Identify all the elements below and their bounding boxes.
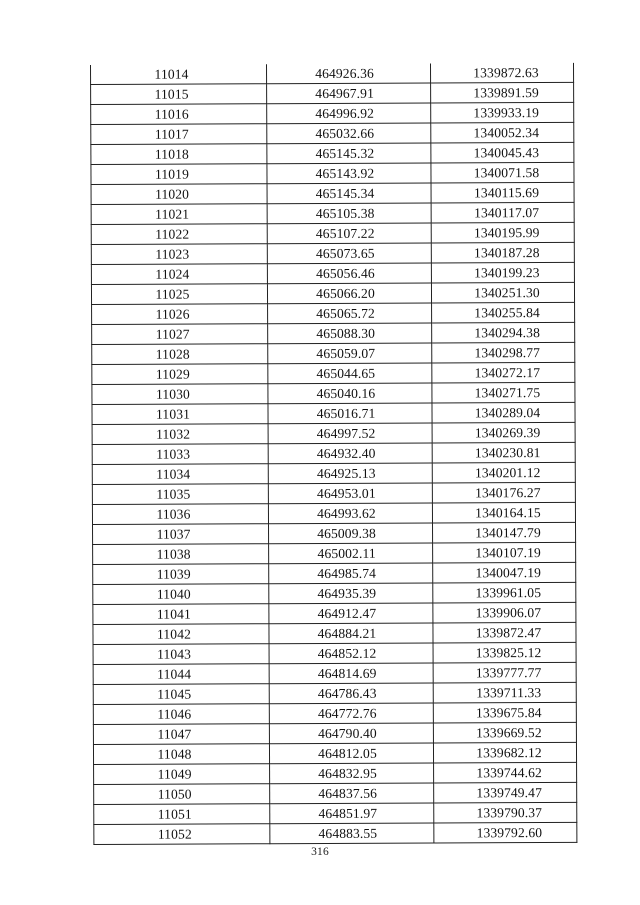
y-coordinate-cell: 1340107.19 — [433, 542, 576, 563]
point-id-cell: 11049 — [94, 764, 270, 785]
table-row — [91, 142, 574, 164]
point-id-cell: 11048 — [93, 744, 269, 765]
x-coordinate-cell: 464852.12 — [269, 643, 433, 664]
table-row — [93, 702, 576, 724]
table-row — [93, 542, 576, 564]
point-id-cell: 11027 — [92, 324, 268, 345]
table-row — [92, 422, 575, 444]
y-coordinate-cell: 1340271.75 — [432, 382, 575, 403]
y-coordinate-cell: 1340294.38 — [432, 322, 575, 343]
point-id-cell: 11036 — [92, 504, 268, 525]
x-coordinate-cell: 464884.21 — [269, 623, 433, 644]
x-coordinate-cell: 465143.92 — [267, 163, 431, 184]
coordinate-table-body — [90, 63, 576, 845]
table-row — [93, 602, 576, 624]
table-row — [91, 222, 574, 244]
y-coordinate-cell: 1339777.77 — [433, 662, 576, 683]
y-coordinate-cell: 1339872.63 — [430, 63, 573, 83]
x-coordinate-cell: 465088.30 — [268, 323, 432, 344]
x-coordinate-cell: 464837.56 — [270, 783, 434, 804]
x-coordinate-cell: 465032.66 — [267, 123, 431, 144]
x-coordinate-cell: 464772.76 — [269, 703, 433, 724]
y-coordinate-cell: 1339792.60 — [434, 822, 577, 843]
page-number: 316 — [311, 846, 329, 858]
point-id-cell: 11029 — [92, 364, 268, 385]
table-row — [93, 722, 576, 744]
x-coordinate-cell: 465016.71 — [268, 403, 432, 424]
point-id-cell: 11022 — [91, 224, 267, 245]
x-coordinate-cell: 464925.13 — [268, 463, 432, 484]
point-id-cell: 11030 — [92, 384, 268, 405]
x-coordinate-cell: 464996.92 — [267, 103, 431, 124]
y-coordinate-cell: 1340115.69 — [431, 182, 574, 203]
point-id-cell: 11038 — [93, 544, 269, 565]
table-row — [92, 342, 575, 364]
x-coordinate-cell: 464814.69 — [269, 663, 433, 684]
y-coordinate-cell: 1339790.37 — [434, 802, 577, 823]
point-id-cell: 11046 — [93, 704, 269, 725]
y-coordinate-cell: 1340255.84 — [432, 302, 575, 323]
y-coordinate-cell: 1339749.47 — [434, 782, 577, 803]
point-id-cell: 11023 — [91, 244, 267, 265]
point-id-cell: 11047 — [93, 724, 269, 745]
y-coordinate-cell: 1340045.43 — [431, 142, 574, 163]
table-row — [94, 762, 577, 784]
y-coordinate-cell: 1339933.19 — [431, 102, 574, 123]
coordinate-table-container — [90, 63, 576, 845]
y-coordinate-cell: 1340298.77 — [432, 342, 575, 363]
x-coordinate-cell: 464883.55 — [270, 823, 434, 844]
point-id-cell: 11035 — [92, 484, 268, 505]
table-row — [91, 262, 574, 284]
x-coordinate-cell: 464786.43 — [269, 683, 433, 704]
x-coordinate-cell: 465056.46 — [267, 263, 431, 284]
y-coordinate-cell: 1340147.79 — [433, 522, 576, 543]
table-row — [91, 282, 574, 304]
y-coordinate-cell: 1339682.12 — [433, 742, 576, 763]
table-row — [92, 382, 575, 404]
y-coordinate-cell: 1340199.23 — [431, 262, 574, 283]
x-coordinate-cell: 465105.38 — [267, 203, 431, 224]
table-row — [91, 82, 574, 104]
x-coordinate-cell: 465009.38 — [269, 523, 433, 544]
point-id-cell: 11018 — [91, 144, 267, 165]
point-id-cell: 11017 — [91, 124, 267, 145]
coordinate-table — [90, 63, 577, 845]
x-coordinate-cell: 464967.91 — [267, 83, 431, 104]
point-id-cell: 11037 — [93, 524, 269, 545]
table-row — [92, 362, 575, 384]
point-id-cell: 11044 — [93, 664, 269, 685]
point-id-cell: 11043 — [93, 644, 269, 665]
table-row — [91, 242, 574, 264]
x-coordinate-cell: 465073.65 — [267, 243, 431, 264]
table-row — [93, 562, 576, 584]
table-row — [92, 502, 575, 524]
x-coordinate-cell: 464993.62 — [268, 503, 432, 524]
table-row — [93, 682, 576, 704]
x-coordinate-cell: 465145.32 — [267, 143, 431, 164]
y-coordinate-cell: 1340176.27 — [432, 482, 575, 503]
y-coordinate-cell: 1339872.47 — [433, 622, 576, 643]
x-coordinate-cell: 465066.20 — [267, 283, 431, 304]
x-coordinate-cell: 465040.16 — [268, 383, 432, 404]
y-coordinate-cell: 1340071.58 — [431, 162, 574, 183]
table-row — [92, 322, 575, 344]
x-coordinate-cell: 464997.52 — [268, 423, 432, 444]
x-coordinate-cell: 465059.07 — [268, 343, 432, 364]
point-id-cell: 11031 — [92, 404, 268, 425]
y-coordinate-cell: 1340195.99 — [431, 222, 574, 243]
x-coordinate-cell: 465065.72 — [268, 303, 432, 324]
y-coordinate-cell: 1340230.81 — [432, 442, 575, 463]
x-coordinate-cell: 464953.01 — [268, 483, 432, 504]
y-coordinate-cell: 1340117.07 — [431, 202, 574, 223]
x-coordinate-cell: 464912.47 — [269, 603, 433, 624]
point-id-cell: 11040 — [93, 584, 269, 605]
point-id-cell: 11025 — [91, 284, 267, 305]
point-id-cell: 11041 — [93, 604, 269, 625]
table-row — [92, 402, 575, 424]
table-row — [94, 782, 577, 804]
x-coordinate-cell: 465044.65 — [268, 363, 432, 384]
y-coordinate-cell: 1340251.30 — [431, 282, 574, 303]
point-id-cell: 11039 — [93, 564, 269, 585]
table-row — [93, 522, 576, 544]
table-row — [91, 102, 574, 124]
x-coordinate-cell: 464790.40 — [269, 723, 433, 744]
table-row — [92, 302, 575, 324]
point-id-cell: 11050 — [94, 784, 270, 805]
x-coordinate-cell: 464935.39 — [269, 583, 433, 604]
point-id-cell: 11028 — [92, 344, 268, 365]
point-id-cell: 11032 — [92, 424, 268, 445]
x-coordinate-cell: 465145.34 — [267, 183, 431, 204]
point-id-cell: 11021 — [91, 204, 267, 225]
y-coordinate-cell: 1340201.12 — [432, 462, 575, 483]
y-coordinate-cell: 1340272.17 — [432, 362, 575, 383]
y-coordinate-cell: 1340187.28 — [431, 242, 574, 263]
x-coordinate-cell: 464985.74 — [269, 563, 433, 584]
y-coordinate-cell: 1340289.04 — [432, 402, 575, 423]
y-coordinate-cell: 1339891.59 — [431, 82, 574, 103]
point-id-cell: 11045 — [93, 684, 269, 705]
point-id-cell: 11052 — [94, 824, 270, 845]
point-id-cell: 11020 — [91, 184, 267, 205]
y-coordinate-cell: 1339711.33 — [433, 682, 576, 703]
table-row — [93, 622, 576, 644]
table-row — [92, 442, 575, 464]
y-coordinate-cell: 1340164.15 — [432, 502, 575, 523]
table-row — [94, 802, 577, 824]
table-row — [92, 462, 575, 484]
y-coordinate-cell: 1339906.07 — [433, 602, 576, 623]
y-coordinate-cell: 1339961.05 — [433, 582, 576, 603]
point-id-cell: 11026 — [92, 304, 268, 325]
y-coordinate-cell: 1339669.52 — [433, 722, 576, 743]
x-coordinate-cell: 465107.22 — [267, 223, 431, 244]
table-row — [91, 162, 574, 184]
x-coordinate-cell: 464851.97 — [270, 803, 434, 824]
table-row — [93, 582, 576, 604]
x-coordinate-cell: 464832.95 — [270, 763, 434, 784]
x-coordinate-cell: 465002.11 — [269, 543, 433, 564]
point-id-cell: 11016 — [91, 104, 267, 125]
table-row — [94, 822, 577, 844]
point-id-cell: 11024 — [91, 264, 267, 285]
point-id-cell: 11034 — [92, 464, 268, 485]
y-coordinate-cell: 1340047.19 — [433, 562, 576, 583]
table-row — [91, 182, 574, 204]
table-row — [91, 202, 574, 224]
point-id-cell: 11042 — [93, 624, 269, 645]
table-row — [91, 122, 574, 144]
y-coordinate-cell: 1339825.12 — [433, 642, 576, 663]
y-coordinate-cell: 1339744.62 — [434, 762, 577, 783]
x-coordinate-cell: 464812.05 — [269, 743, 433, 764]
y-coordinate-cell: 1340269.39 — [432, 422, 575, 443]
table-row — [90, 63, 573, 85]
y-coordinate-cell: 1339675.84 — [433, 702, 576, 723]
point-id-cell: 11051 — [94, 804, 270, 825]
point-id-cell: 11014 — [90, 64, 266, 84]
point-id-cell: 11033 — [92, 444, 268, 465]
table-row — [92, 482, 575, 504]
x-coordinate-cell: 464926.36 — [266, 64, 430, 84]
point-id-cell: 11019 — [91, 164, 267, 185]
table-row — [93, 742, 576, 764]
y-coordinate-cell: 1340052.34 — [431, 122, 574, 143]
x-coordinate-cell: 464932.40 — [268, 443, 432, 464]
table-row — [93, 662, 576, 684]
table-row — [93, 642, 576, 664]
point-id-cell: 11015 — [91, 84, 267, 105]
